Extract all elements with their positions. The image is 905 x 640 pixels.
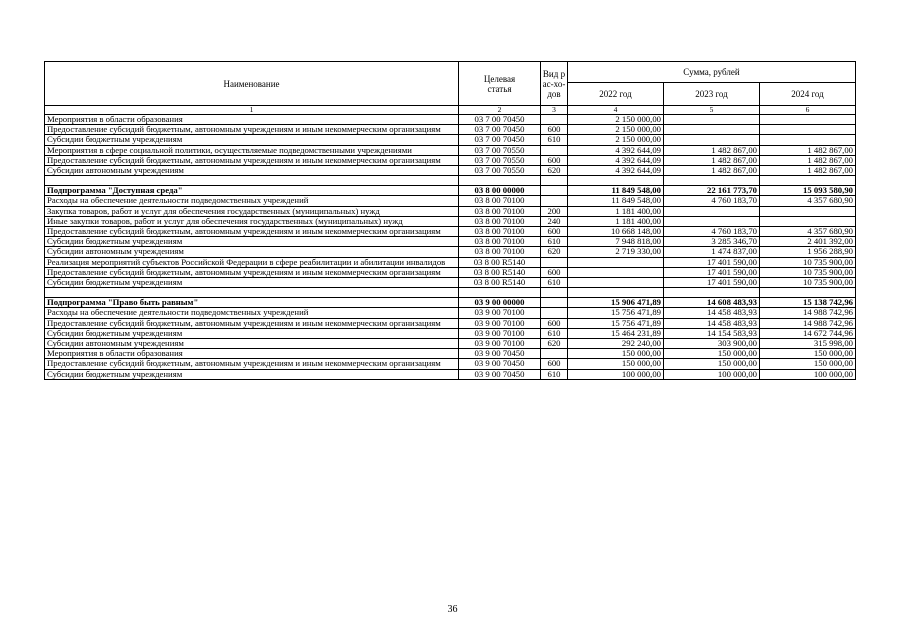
row-sum-2024: 10 735 900,00 (760, 267, 856, 277)
row-target-article: 03 7 00 70550 (459, 166, 541, 176)
row-expense-type (541, 288, 568, 298)
budget-table-body (45, 62, 856, 380)
row-sum-2022: 150 000,00 (568, 349, 664, 359)
header-year-2022: 2022 год (568, 83, 664, 106)
row-sum-2022: 15 756 471,89 (568, 318, 664, 328)
row-target-article: 03 7 00 70450 (459, 135, 541, 145)
row-expense-type (541, 257, 568, 267)
row-target-article: 03 9 00 70100 (459, 339, 541, 349)
row-sum-2022 (568, 278, 664, 288)
table-row (45, 125, 856, 135)
table-row (45, 186, 856, 196)
row-sum-2023 (664, 135, 760, 145)
row-name: Субсидии автономным учреждениям (45, 339, 459, 349)
row-sum-2024: 315 998,00 (760, 339, 856, 349)
row-sum-2023: 1 482 867,00 (664, 155, 760, 165)
row-name: Закупка товаров, работ и услуг для обеспечения государственных (муниципальных) нужд (45, 206, 459, 216)
row-sum-2024: 100 000,00 (760, 369, 856, 379)
row-sum-2022 (568, 267, 664, 277)
row-sum-2024 (760, 115, 856, 125)
table-row (45, 349, 856, 359)
row-sum-2023 (664, 125, 760, 135)
row-name (45, 176, 459, 186)
row-expense-type: 620 (541, 247, 568, 257)
row-sum-2024 (760, 135, 856, 145)
row-sum-2022: 292 240,00 (568, 339, 664, 349)
row-sum-2024: 15 138 742,96 (760, 298, 856, 308)
row-target-article: 03 8 00 70100 (459, 247, 541, 257)
row-expense-type (541, 349, 568, 359)
row-target-article: 03 8 00 70100 (459, 216, 541, 226)
row-name: Предоставление субсидий бюджетным, автономным учреждениям и иным некоммерческим организациям (45, 359, 459, 369)
table-row (45, 115, 856, 125)
row-sum-2024: 14 988 742,96 (760, 318, 856, 328)
row-target-article: 03 8 00 70100 (459, 206, 541, 216)
row-sum-2023: 150 000,00 (664, 349, 760, 359)
row-sum-2022: 15 756 471,89 (568, 308, 664, 318)
table-row (45, 237, 856, 247)
row-target-article: 03 7 00 70550 (459, 145, 541, 155)
row-expense-type: 600 (541, 318, 568, 328)
row-sum-2024 (760, 216, 856, 226)
row-expense-type (541, 145, 568, 155)
row-target-article: 03 8 00 70100 (459, 227, 541, 237)
row-name: Субсидии бюджетным учреждениям (45, 237, 459, 247)
table-row (45, 135, 856, 145)
row-expense-type: 620 (541, 339, 568, 349)
row-target-article: 03 9 00 70100 (459, 318, 541, 328)
row-target-article: 03 8 00 70100 (459, 196, 541, 206)
table-row (45, 247, 856, 257)
column-number: 4 (568, 106, 664, 115)
table-row (45, 227, 856, 237)
row-sum-2022: 4 392 644,09 (568, 166, 664, 176)
table-row (45, 206, 856, 216)
header-year-2023: 2023 год (664, 83, 760, 106)
row-sum-2023: 1 482 867,00 (664, 145, 760, 155)
row-sum-2022 (568, 288, 664, 298)
header-sum: Сумма, рублей (568, 62, 856, 83)
row-sum-2022: 7 948 818,00 (568, 237, 664, 247)
row-target-article: 03 8 00 00000 (459, 186, 541, 196)
row-sum-2024: 1 482 867,00 (760, 166, 856, 176)
column-number-row (45, 106, 856, 115)
row-target-article: 03 9 00 70450 (459, 359, 541, 369)
row-name: Расходы на обеспечение деятельности подведомственных учреждений (45, 308, 459, 318)
row-sum-2022 (568, 257, 664, 267)
row-name (45, 288, 459, 298)
column-number: 3 (541, 106, 568, 115)
row-sum-2022: 2 150 000,00 (568, 115, 664, 125)
table-row (45, 166, 856, 176)
row-sum-2022: 4 392 644,09 (568, 155, 664, 165)
row-expense-type: 600 (541, 359, 568, 369)
header-row-1 (45, 62, 856, 83)
row-sum-2023 (664, 176, 760, 186)
row-sum-2024: 1 482 867,00 (760, 155, 856, 165)
row-sum-2022: 2 150 000,00 (568, 125, 664, 135)
row-name: Мероприятия в сфере социальной политики, осуществляемые подведомственными учреждениями (45, 145, 459, 155)
table-row (45, 267, 856, 277)
row-sum-2024: 10 735 900,00 (760, 257, 856, 267)
row-target-article (459, 176, 541, 186)
row-target-article: 03 8 00 70100 (459, 237, 541, 247)
row-expense-type: 610 (541, 328, 568, 338)
row-target-article: 03 9 00 70450 (459, 369, 541, 379)
row-sum-2023: 17 401 590,00 (664, 257, 760, 267)
row-sum-2024: 150 000,00 (760, 349, 856, 359)
row-name: Подпрограмма "Право быть равным" (45, 298, 459, 308)
row-sum-2023: 3 285 346,70 (664, 237, 760, 247)
row-sum-2023: 100 000,00 (664, 369, 760, 379)
row-sum-2022: 15 464 231,89 (568, 328, 664, 338)
spacer-row (45, 288, 856, 298)
row-sum-2023: 17 401 590,00 (664, 267, 760, 277)
row-sum-2022: 4 392 644,09 (568, 145, 664, 155)
row-sum-2024: 1 956 288,90 (760, 247, 856, 257)
row-sum-2024 (760, 125, 856, 135)
row-name: Подпрограмма "Доступная среда" (45, 186, 459, 196)
row-name: Субсидии бюджетным учреждениям (45, 369, 459, 379)
header-year-2024: 2024 год (760, 83, 856, 106)
row-sum-2023: 14 458 483,93 (664, 308, 760, 318)
header-name: Наименование (45, 62, 459, 106)
row-sum-2023: 14 608 483,93 (664, 298, 760, 308)
row-name: Предоставление субсидий бюджетным, автономным учреждениям и иным некоммерческим организациям (45, 267, 459, 277)
row-sum-2023: 14 154 583,93 (664, 328, 760, 338)
row-target-article: 03 9 00 70450 (459, 349, 541, 359)
row-name: Иные закупки товаров, работ и услуг для обеспечения государственных (муниципальных) нужд (45, 216, 459, 226)
row-sum-2023: 17 401 590,00 (664, 278, 760, 288)
row-sum-2024: 4 357 680,90 (760, 196, 856, 206)
table-row (45, 298, 856, 308)
table-row (45, 318, 856, 328)
row-expense-type (541, 186, 568, 196)
row-name: Предоставление субсидий бюджетным, автономным учреждениям и иным некоммерческим организациям (45, 125, 459, 135)
row-expense-type (541, 196, 568, 206)
row-name: Расходы на обеспечение деятельности подведомственных учреждений (45, 196, 459, 206)
row-expense-type: 600 (541, 125, 568, 135)
row-sum-2022: 15 906 471,89 (568, 298, 664, 308)
row-name: Мероприятия в области образования (45, 115, 459, 125)
row-sum-2022: 2 719 330,00 (568, 247, 664, 257)
row-sum-2024: 4 357 680,90 (760, 227, 856, 237)
row-target-article: 03 7 00 70450 (459, 115, 541, 125)
row-target-article: 03 9 00 70100 (459, 308, 541, 318)
row-expense-type (541, 298, 568, 308)
row-name: Реализация мероприятий субъектов Российской Федерации в сфере реабилитации и абилитации инвалидов (45, 257, 459, 267)
row-target-article: 03 8 00 R5140 (459, 267, 541, 277)
row-expense-type: 240 (541, 216, 568, 226)
row-sum-2023 (664, 216, 760, 226)
table-row (45, 257, 856, 267)
row-expense-type: 600 (541, 155, 568, 165)
row-expense-type: 200 (541, 206, 568, 216)
row-sum-2024: 14 672 744,96 (760, 328, 856, 338)
row-sum-2023 (664, 115, 760, 125)
budget-table (44, 61, 856, 380)
row-name: Предоставление субсидий бюджетным, автономным учреждениям и иным некоммерческим организациям (45, 155, 459, 165)
row-sum-2022: 10 668 148,00 (568, 227, 664, 237)
row-sum-2023 (664, 288, 760, 298)
row-sum-2022 (568, 176, 664, 186)
row-expense-type: 610 (541, 369, 568, 379)
row-sum-2024: 1 482 867,00 (760, 145, 856, 155)
table-row (45, 278, 856, 288)
row-sum-2024: 14 988 742,96 (760, 308, 856, 318)
row-sum-2022: 100 000,00 (568, 369, 664, 379)
row-sum-2023: 1 474 837,00 (664, 247, 760, 257)
row-target-article: 03 8 00 R5140 (459, 257, 541, 267)
row-sum-2023: 14 458 483,93 (664, 318, 760, 328)
row-expense-type: 620 (541, 166, 568, 176)
row-sum-2023: 22 161 773,70 (664, 186, 760, 196)
row-expense-type (541, 115, 568, 125)
spacer-row (45, 176, 856, 186)
column-number: 1 (45, 106, 459, 115)
row-sum-2024 (760, 176, 856, 186)
row-name: Предоставление субсидий бюджетным, автономным учреждениям и иным некоммерческим организациям (45, 318, 459, 328)
column-number: 6 (760, 106, 856, 115)
table-row (45, 216, 856, 226)
row-name: Субсидии автономным учреждениям (45, 166, 459, 176)
row-name: Субсидии автономным учреждениям (45, 247, 459, 257)
row-name: Субсидии бюджетным учреждениям (45, 328, 459, 338)
row-expense-type: 600 (541, 267, 568, 277)
row-sum-2024 (760, 206, 856, 216)
row-expense-type (541, 176, 568, 186)
row-sum-2022: 1 181 400,00 (568, 206, 664, 216)
row-sum-2022: 2 150 000,00 (568, 135, 664, 145)
table-row (45, 369, 856, 379)
row-sum-2023: 4 760 183,70 (664, 196, 760, 206)
row-sum-2022: 11 849 548,00 (568, 186, 664, 196)
row-sum-2023 (664, 206, 760, 216)
row-target-article: 03 7 00 70550 (459, 155, 541, 165)
column-number: 5 (664, 106, 760, 115)
row-sum-2022: 150 000,00 (568, 359, 664, 369)
row-target-article: 03 8 00 R5140 (459, 278, 541, 288)
row-target-article (459, 288, 541, 298)
row-target-article: 03 9 00 70100 (459, 328, 541, 338)
row-expense-type (541, 308, 568, 318)
table-row (45, 196, 856, 206)
table-row (45, 145, 856, 155)
header-target-article: Целевая статья (459, 62, 541, 106)
row-sum-2024: 2 401 392,00 (760, 237, 856, 247)
row-target-article: 03 9 00 00000 (459, 298, 541, 308)
row-sum-2022: 1 181 400,00 (568, 216, 664, 226)
table-row (45, 308, 856, 318)
row-sum-2023: 303 900,00 (664, 339, 760, 349)
row-name: Мероприятия в области образования (45, 349, 459, 359)
table-row (45, 328, 856, 338)
row-expense-type: 610 (541, 278, 568, 288)
table-row (45, 339, 856, 349)
row-sum-2022: 11 849 548,00 (568, 196, 664, 206)
row-expense-type: 610 (541, 135, 568, 145)
row-expense-type: 600 (541, 227, 568, 237)
row-sum-2024: 10 735 900,00 (760, 278, 856, 288)
row-target-article: 03 7 00 70450 (459, 125, 541, 135)
table-row (45, 359, 856, 369)
row-sum-2024: 150 000,00 (760, 359, 856, 369)
row-name: Предоставление субсидий бюджетным, автономным учреждениям и иным некоммерческим организациям (45, 227, 459, 237)
row-name: Субсидии бюджетным учреждениям (45, 135, 459, 145)
row-expense-type: 610 (541, 237, 568, 247)
column-number: 2 (459, 106, 541, 115)
row-sum-2023: 150 000,00 (664, 359, 760, 369)
row-sum-2023: 4 760 183,70 (664, 227, 760, 237)
page-number: 36 (447, 604, 458, 615)
row-sum-2023: 1 482 867,00 (664, 166, 760, 176)
table-row (45, 155, 856, 165)
header-expense-type: Вид рас-хо-дов (541, 62, 568, 106)
row-sum-2024: 15 093 580,90 (760, 186, 856, 196)
row-name: Субсидии бюджетным учреждениям (45, 278, 459, 288)
row-sum-2024 (760, 288, 856, 298)
